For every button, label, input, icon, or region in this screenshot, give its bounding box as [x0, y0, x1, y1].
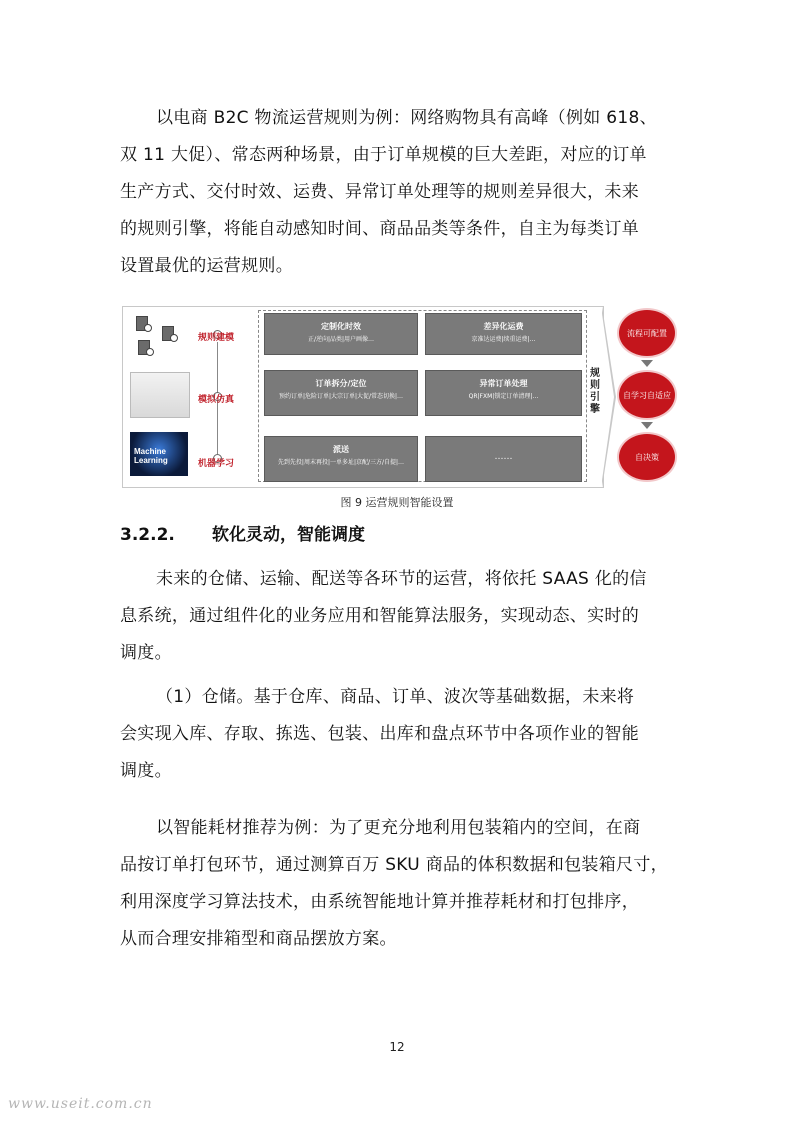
- rule-box-timeliness: [264, 313, 418, 355]
- rule-box-title: 差异化运费: [483, 322, 524, 331]
- section-number: 3.2.2.: [120, 525, 175, 545]
- rule-box-exception: [425, 370, 582, 416]
- rule-box-title: 订单拆分/定位: [315, 379, 367, 388]
- side-label-simulation: 模拟仿真: [198, 395, 235, 405]
- rule-box-subtitle: QR|FXM|锁定订单清理|…: [468, 393, 539, 400]
- rule-box-subtitle: 先到先投|周末再投|一单多址|京配/三方/自提|…: [277, 459, 405, 466]
- server-rack-image: [130, 372, 190, 418]
- watermark: www.useit.com.cn: [8, 1096, 153, 1112]
- rule-box-subtitle: 正/逆向|品类|用户画像…: [307, 336, 375, 343]
- rule-box-ellipsis: ……: [494, 452, 513, 462]
- text-line: 从而合理安排箱型和商品摆放方案。: [120, 929, 397, 949]
- section-title: 软化灵动，智能调度: [212, 525, 365, 545]
- rule-box-subtitle: 京准达运费|续重运费|…: [471, 336, 536, 343]
- text-line: 以电商 B2C 物流运营规则为例：网络购物具有高峰（例如 618、: [156, 108, 657, 128]
- rule-box-freight: [425, 313, 582, 355]
- text-line: 品按订单打包环节，通过测算百万 SKU 商品的体积数据和包装箱尺寸，: [120, 855, 668, 875]
- figure-caption: 图 9 运营规则智能设置: [340, 496, 454, 509]
- circle-configurable: 流程可配置: [619, 310, 675, 356]
- paragraph-b2c-example: [120, 100, 680, 285]
- circle-self-learning: 自学习自适应: [619, 372, 675, 418]
- text-line: 生产方式、交付时效、运费、异常订单处理等的规则差异很大，未来: [120, 182, 639, 202]
- text-line: （1）仓储。基于仓库、商品、订单、波次等基础数据，未来将: [156, 687, 635, 707]
- text-line: 以智能耗材推荐为例：为了更充分地利用包装箱内的空间，在商: [156, 818, 641, 838]
- rule-box-title: 派送: [333, 445, 349, 454]
- rule-box-more: [425, 436, 582, 482]
- text-line: 会实现入库、存取、拣选、包装、出库和盘点环节中各项作业的智能: [120, 724, 639, 744]
- text-line: 双 11 大促）、常态两种场景，由于订单规模的巨大差距，对应的订单: [120, 145, 647, 165]
- machine-learning-image: [130, 432, 188, 476]
- rule-box-title: 定制化时效: [321, 322, 361, 331]
- circle-self-decision: 自决策: [619, 434, 675, 480]
- side-label-ml: 机器学习: [198, 459, 235, 469]
- paragraph-warehousing: [120, 679, 680, 790]
- rule-box-subtitle: 预约订单|危险订单|大宗订单|大促/常态切换|…: [278, 393, 404, 400]
- rule-box-delivery: [264, 436, 418, 482]
- paragraph-packaging: [120, 810, 680, 958]
- text-line: 利用深度学习算法技术，由系统智能地计算并推荐耗材和打包排序，: [120, 892, 639, 912]
- rule-box-order-split: [264, 370, 418, 416]
- text-line: 的规则引擎，将能自动感知时间、商品品类等条件，自主为每类订单: [120, 219, 639, 239]
- rule-box-title: 异常订单处理: [479, 379, 528, 388]
- text-line: 设置最优的运营规则。: [120, 256, 293, 276]
- figure-rule-engine: [122, 306, 682, 486]
- down-arrow-icon: [641, 422, 653, 429]
- down-arrow-icon: [641, 360, 653, 367]
- text-line: 调度。: [120, 761, 172, 781]
- paragraph-saas: [120, 561, 680, 672]
- rule-engine-label: 规则引擎: [590, 368, 600, 415]
- section-heading: [120, 520, 365, 545]
- side-label-modeling: 规则建模: [198, 333, 235, 343]
- ml-thumb-text: Machine Learning: [134, 447, 168, 465]
- text-line: 调度。: [120, 643, 172, 663]
- text-line: 息系统，通过组件化的业务应用和智能算法服务，实现动态、实时的: [120, 606, 639, 626]
- documents-icon: [130, 314, 188, 358]
- page-number: 12: [389, 1040, 405, 1054]
- text-line: 未来的仓储、运输、配送等各环节的运营，将依托 SAAS 化的信: [156, 569, 647, 589]
